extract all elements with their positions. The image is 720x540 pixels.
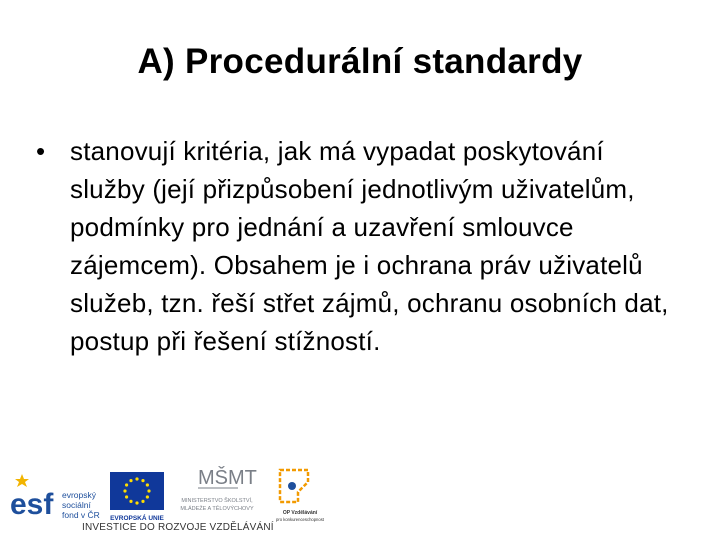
bullet-item xyxy=(36,132,686,360)
esf-line1: evropský xyxy=(62,490,97,500)
footer-logos xyxy=(0,462,720,540)
eu-star xyxy=(125,483,128,486)
eu-star xyxy=(125,495,128,498)
eu-flag-logo xyxy=(108,468,166,524)
esf-line2: sociální xyxy=(62,500,91,510)
msmt-line2: MLÁDEŽE A TĚLOVÝCHOVY xyxy=(180,506,254,512)
esf-logo xyxy=(8,468,108,526)
investice-slogan: INVESTICE DO ROZVOJE VZDĚLÁVÁNÍ xyxy=(82,522,274,533)
op-line1: OP Vzdělávání xyxy=(282,510,318,516)
eu-star xyxy=(135,501,138,504)
bullet-text: stanovují kritéria, jak má vypadat poskytování služby (její přizpůsobení jednotlivým uživatelům, podmínky pro jednání a uzavření smlouvce zájemcem). Obsahem je i ochrana práv uživatelů služeb, tzn. řeší střet zájmů, ochranu osobních dat, postup při řešení stížností. xyxy=(70,136,669,356)
eu-star xyxy=(146,483,149,486)
op-line2: pro konkurenceschopnost xyxy=(276,517,324,522)
eu-star xyxy=(141,479,144,482)
eu-star xyxy=(129,500,132,503)
eu-star xyxy=(147,489,150,492)
op-vzdelavani-logo xyxy=(268,462,332,532)
eu-label: EVROPSKÁ UNIE xyxy=(110,515,164,522)
eu-star xyxy=(123,489,126,492)
eu-star xyxy=(129,479,132,482)
bullet-dot-icon: • xyxy=(36,136,46,166)
esf-line3: fond v ČR xyxy=(62,510,100,520)
esf-mark: esf xyxy=(10,488,54,521)
eu-star xyxy=(141,500,144,503)
eu-star xyxy=(135,477,138,480)
bullet-list xyxy=(36,132,686,360)
msmt-mark: MŠMT xyxy=(198,467,257,489)
eu-star xyxy=(146,495,149,498)
slide-title: A) Procedurální standardy xyxy=(137,42,583,81)
msmt-line1: MINISTERSTVO ŠKOLSTVÍ, xyxy=(181,498,253,504)
msmt-logo xyxy=(168,462,266,524)
